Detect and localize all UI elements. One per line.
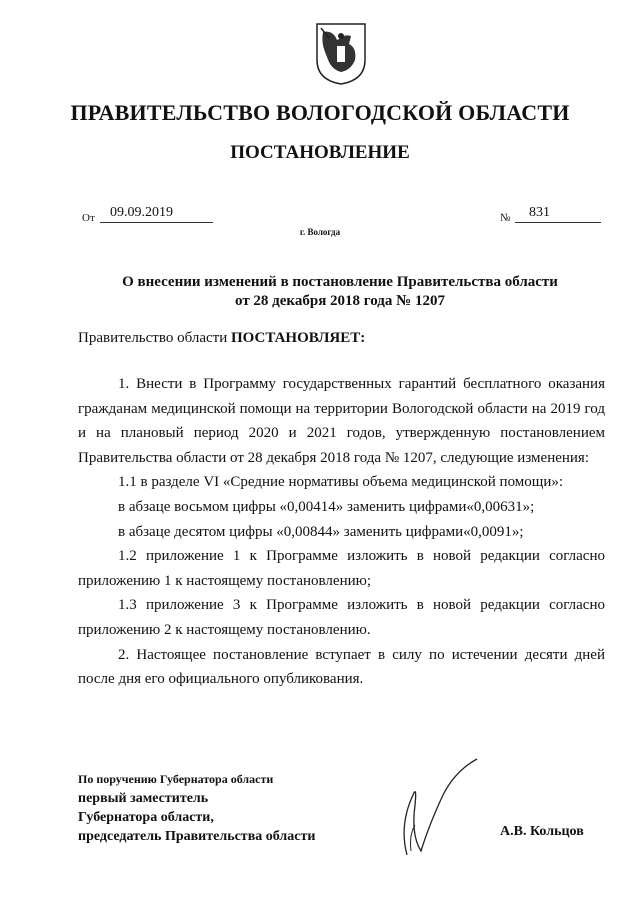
city: г. Вологда	[299, 227, 341, 237]
paragraph-1-1-b: в абзаце десятом цифры «0,00844» заменить цифрами«0,0091»;	[118, 523, 524, 540]
document-number: 831	[515, 206, 601, 223]
paragraph-1-3: 1.3 приложение 3 к Программе изложить в новой редакции согласно приложению 2 к настоящему постановлению.	[78, 597, 605, 638]
handwritten-signature	[385, 755, 500, 865]
paragraph-1: 1. Внести в Программу государственных гарантий бесплатного оказания гражданам медицинской помощи на территории Вологодской области на 2019 год и на плановый период 2020 и 2021 годов, утвержденную постановлением Правительства области от 28 декабря 2018 года № 1207, следующие изменения:	[78, 376, 605, 466]
government-title: ПРАВИТЕЛЬСТВО ВОЛОГОДСКОЙ ОБЛАСТИ	[70, 100, 570, 125]
date-label: От	[82, 212, 95, 224]
signatory-line-4: председатель Правительства области	[78, 829, 316, 844]
preamble-emphasis: ПОСТАНОВЛЯЕТ:	[230, 330, 366, 346]
preamble-text: Правительство области	[78, 330, 228, 346]
paragraph-1-2: 1.2 приложение 1 к Программе изложить в новой редакции согласно приложению 1 к настоящему постановлению;	[78, 548, 605, 589]
document-date: 09.09.2019	[100, 206, 213, 223]
signatory-line-2: первый заместитель	[78, 791, 209, 806]
paragraph-1-1-a: в абзаце восьмом цифры «0,00414» заменить цифрами«0,00631»;	[118, 498, 535, 515]
signatory-title	[78, 770, 315, 846]
document-subject	[80, 273, 600, 311]
document-body	[78, 372, 605, 692]
paragraph-2: 2. Настоящее постановление вступает в силу по истечении десяти дней после дня его официального опубликования.	[78, 646, 605, 688]
signatory-line-3: Губернатора области,	[78, 810, 214, 825]
signatory-line-1: По поручению Губернатора области	[78, 772, 274, 786]
preamble	[78, 330, 365, 347]
subject-line-2: от 28 декабря 2018 года № 1207	[235, 293, 445, 309]
coat-of-arms-icon	[315, 22, 367, 86]
number-label: №	[500, 212, 511, 224]
paragraph-1-1: 1.1 в разделе VI «Средние нормативы объема медицинской помощи»:	[118, 474, 564, 491]
document-type: ПОСТАНОВЛЕНИЕ	[230, 142, 410, 163]
signatory-name: А.В. Кольцов	[500, 824, 584, 839]
subject-line-1: О внесении изменений в постановление Правительства области	[122, 274, 558, 290]
